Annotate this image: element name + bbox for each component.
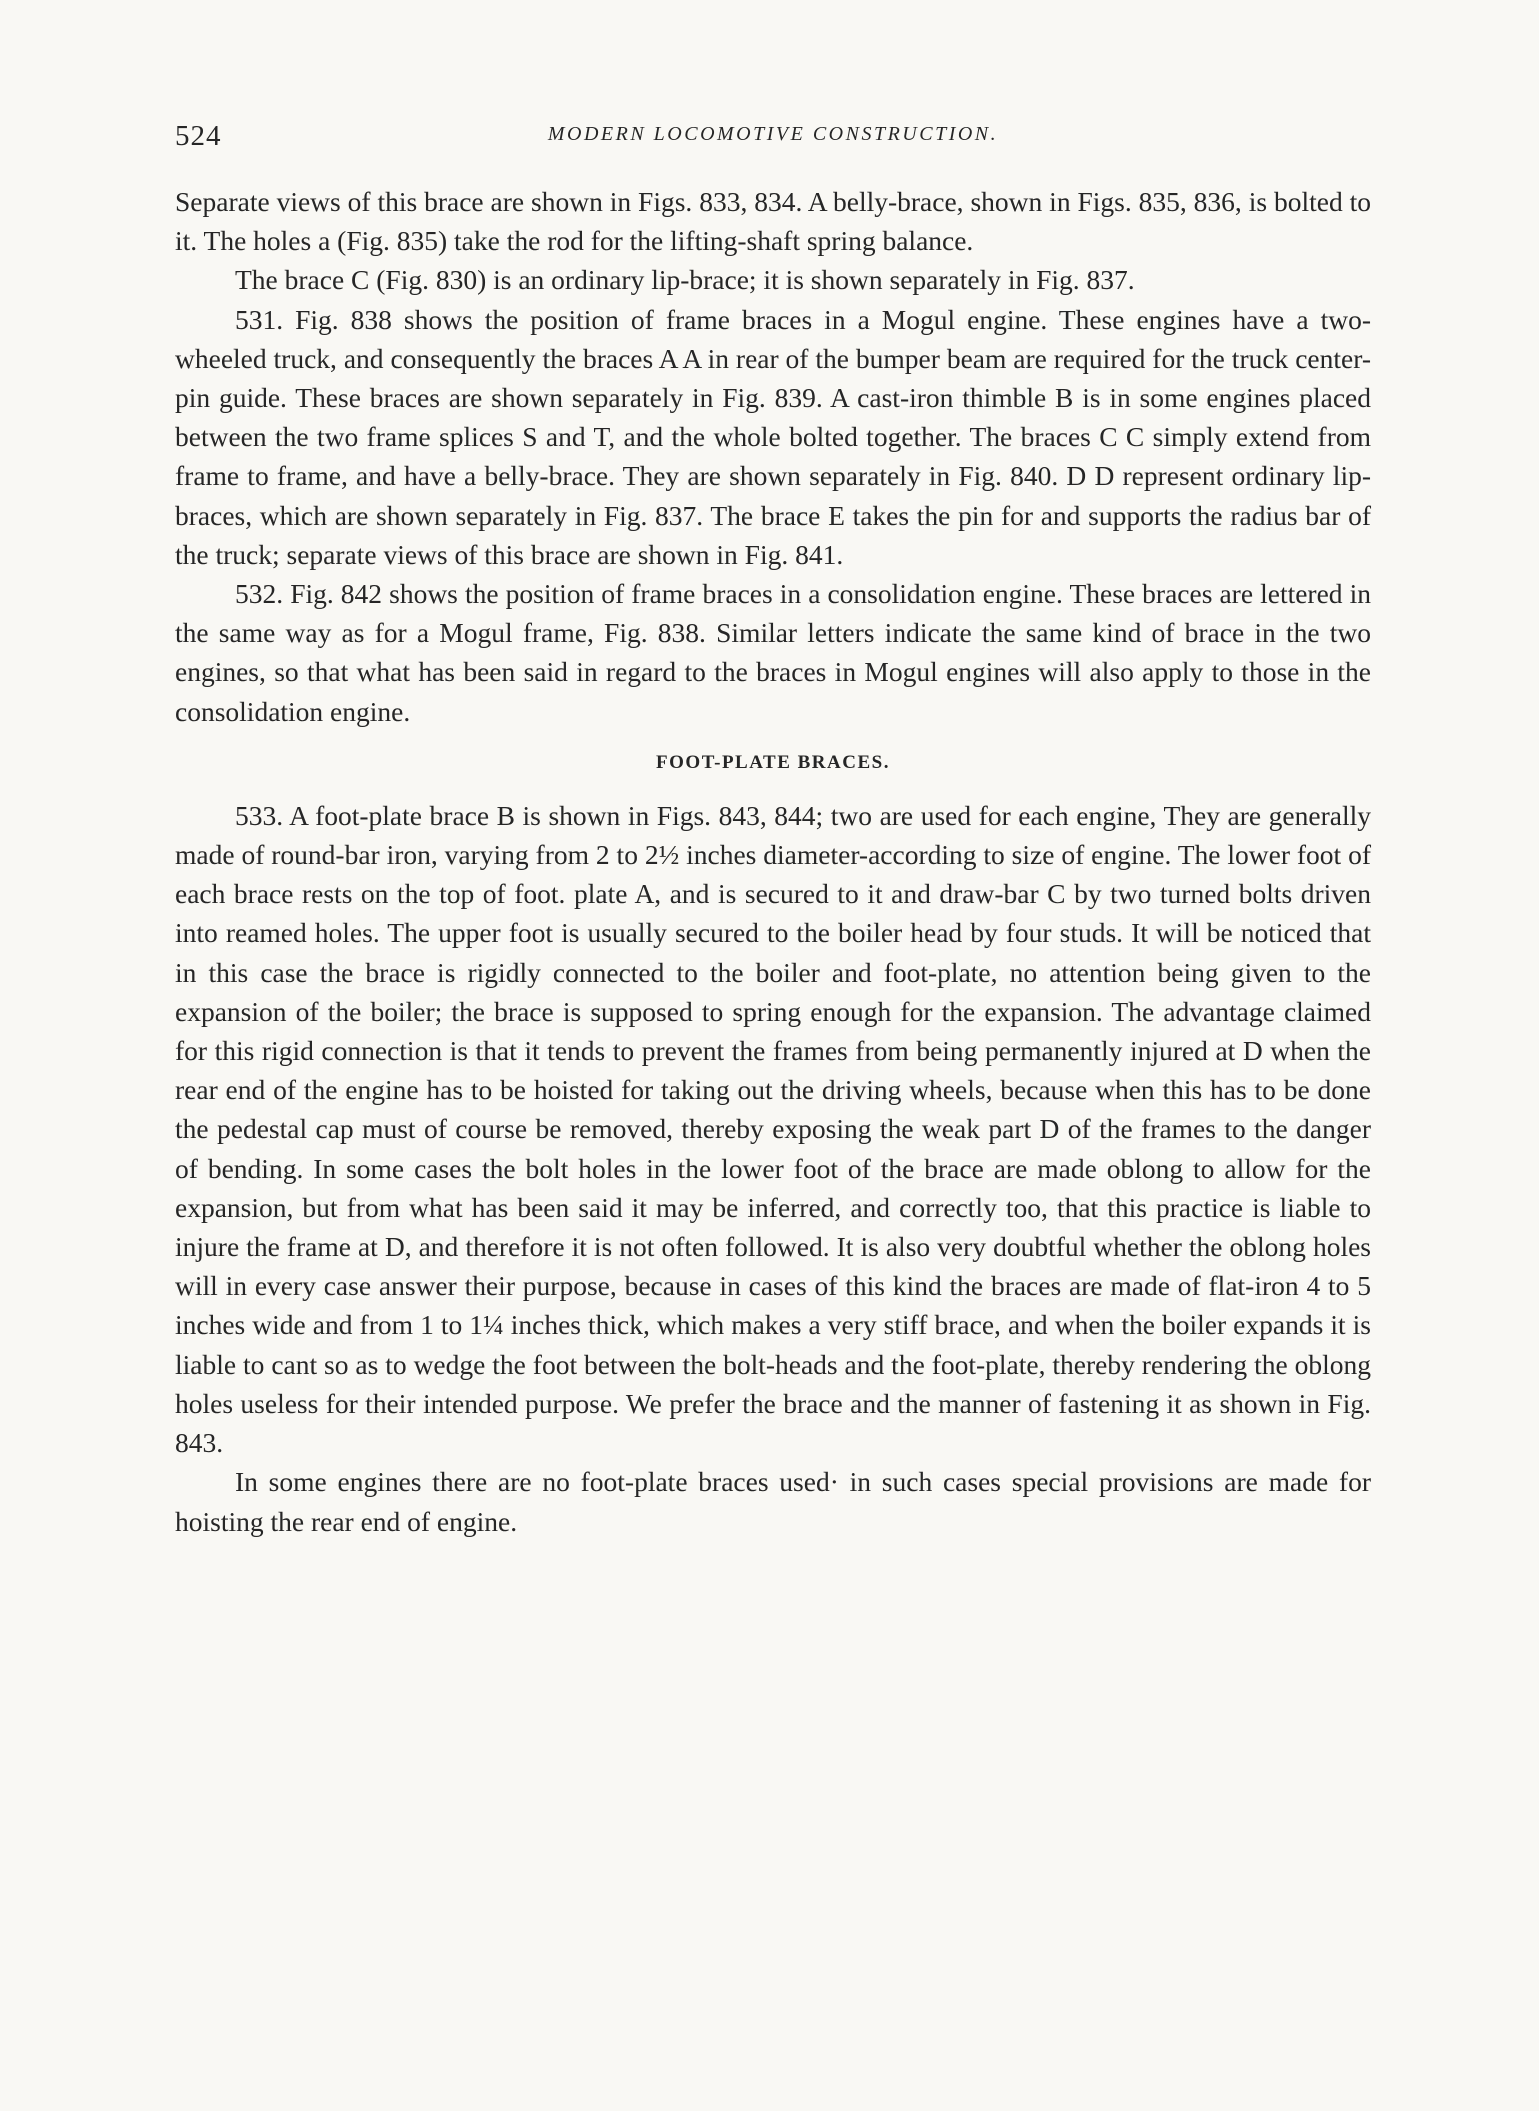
page-number: 524 <box>175 120 222 152</box>
paragraph-531-mogul-engine: 531. Fig. 838 shows the position of frame braces in a Mogul engine. These engines have a two-wheeled truck, and consequently the braces A A in rear of the bumper beam are required for the truck center-pin guide. These braces are shown separately in Fig. 839. A cast-iron thimble B is in some engines placed between the two frame splices S and T, and the whole bolted together. The braces C C simply extend from frame to frame, and have a belly-brace. They are shown separately in Fig. 840. D D represent ordinary lip-braces, which are shown separately in Fig. 837. The brace E takes the pin for and supports the radius bar of the truck; separate views of this brace are shown in Fig. 841. <box>175 303 1371 570</box>
paragraph-532-consolidation-engine: 532. Fig. 842 shows the position of frame braces in a consolidation engine. These braces are lettered in the same way as for a Mogul frame, Fig. 838. Similar letters indicate the same kind of brace in the two engines, so that what has been said in regard to the braces in Mogul engines will also apply to those in the consolidation engine. <box>175 578 1371 727</box>
body-text <box>175 182 1371 1541</box>
paragraph-533-foot-plate-brace: 533. A foot-plate brace B is shown in Figs. 843, 844; two are used for each engine, They are generally made of round-bar iron, varying from 2 to 2½ inches diameter-according to size of engine. The lower foot of each brace rests on the top of foot. plate A, and is secured to it and draw-bar C by two turned bolts driven into reamed holes. The upper foot is usually secured to the boiler head by four studs. It will be noticed that in this case the brace is rigidly connected to the boiler and foot-plate, no attention being given to the expansion of the boiler; the brace is supposed to spring enough for the expansion. The advantage claimed for this rigid connection is that it tends to prevent the frames from being permanently injured at D when the rear end of the engine has to be hoisted for taking out the driving wheels, because when this has to be done the pedestal cap must of course be removed, thereby exposing the weak part D of the frames to the danger of bending. In some cases the bolt holes in the lower foot of the brace are made oblong to allow for the expansion, but from what has been said it may be inferred, and correctly too, that this practice is liable to injure the frame at D, and therefore it is not often followed. It is also very doubtful whether the oblong holes will in every case answer their purpose, because in cases of this kind the braces are made of flat-iron 4 to 5 inches wide and from 1 to 1¼ inches thick, which makes a very stiff brace, and when the boiler expands it is liable to cant so as to wedge the foot between the bolt-heads and the foot-plate, thereby rendering the oblong holes useless for their intended purpose. We prefer the brace and the manner of fastening it as shown in Fig. 843. <box>175 799 1371 1459</box>
running-title: MODERN LOCOMOTIVE CONSTRUCTION. <box>547 123 999 145</box>
running-head <box>175 120 1371 160</box>
paragraph-brace-views: Separate views of this brace are shown in Figs. 833, 834. A belly-brace, shown in Figs. 835, 836, is bolted to it. The holes a (Fig. 835) take the rod for the lifting-shaft spring balance. <box>175 186 1371 257</box>
section-heading-foot-plate-braces: FOOT-PLATE BRACES. <box>656 751 890 773</box>
paragraph-lip-brace: The brace C (Fig. 830) is an ordinary lip-brace; it is shown separately in Fig. 837. <box>235 264 1135 296</box>
paragraph-no-foot-plate-braces: In some engines there are no foot-plate braces used· in such cases special provisions are made for hoisting the rear end of engine. <box>175 1466 1371 1537</box>
